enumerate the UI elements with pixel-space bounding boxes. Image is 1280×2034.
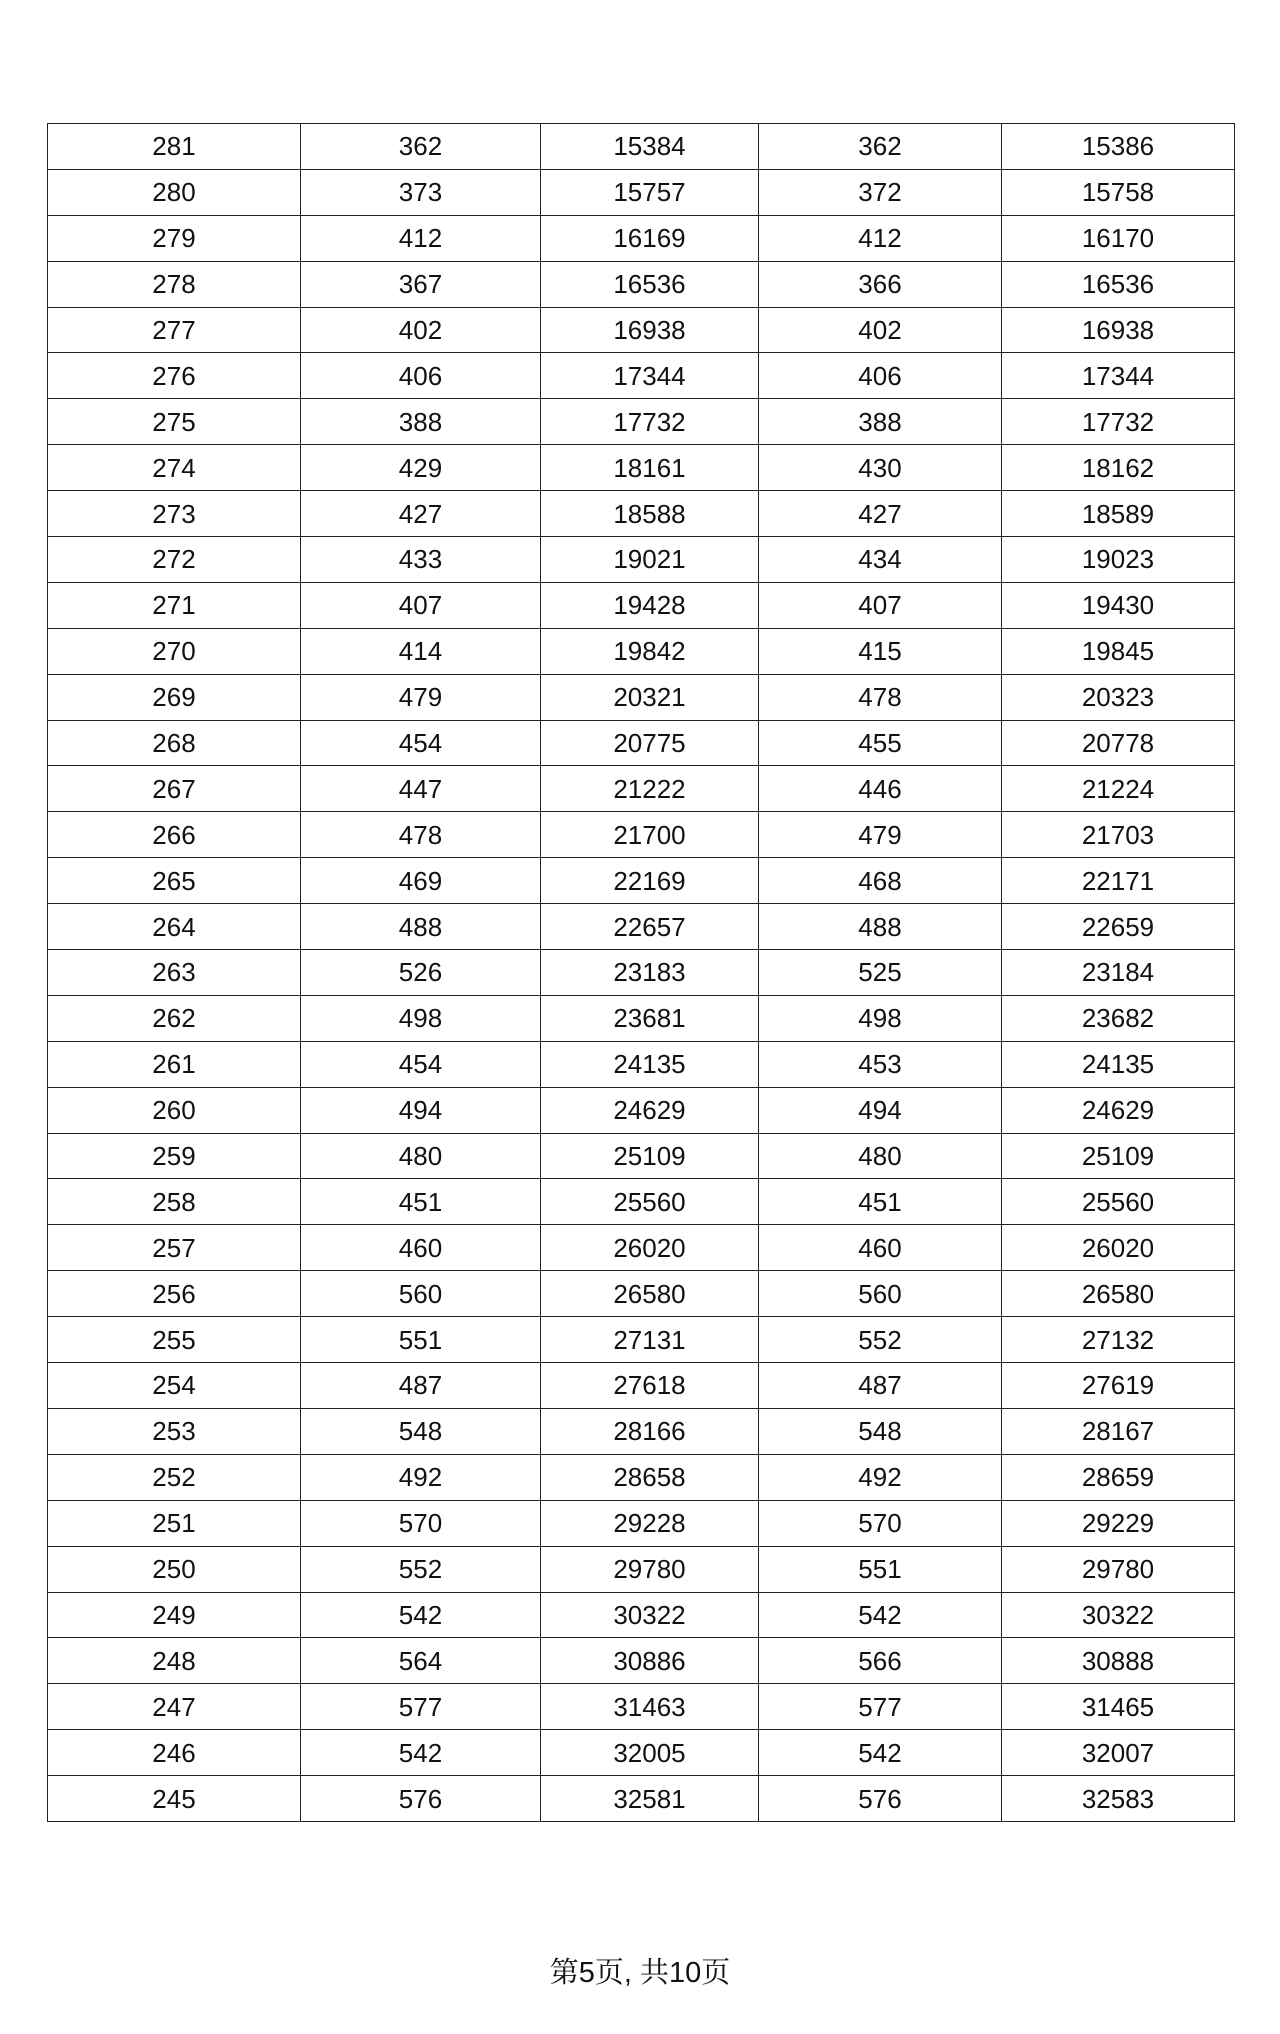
table-cell: 548	[759, 1408, 1002, 1454]
table-cell: 280	[48, 169, 301, 215]
table-cell: 498	[759, 995, 1002, 1041]
table-cell: 492	[759, 1454, 1002, 1500]
table-cell: 28658	[541, 1454, 759, 1500]
table-row	[48, 720, 1235, 766]
table-cell: 25109	[1002, 1133, 1235, 1179]
table-cell: 258	[48, 1179, 301, 1225]
table-cell: 32581	[541, 1776, 759, 1822]
table-cell: 246	[48, 1730, 301, 1776]
table-cell: 26020	[1002, 1225, 1235, 1271]
table-cell: 24629	[1002, 1087, 1235, 1133]
table-cell: 26580	[541, 1271, 759, 1317]
table-row	[48, 1408, 1235, 1454]
table-cell: 366	[759, 261, 1002, 307]
table-cell: 388	[301, 399, 541, 445]
table-cell: 274	[48, 445, 301, 491]
table-cell: 30888	[1002, 1638, 1235, 1684]
table-cell: 270	[48, 628, 301, 674]
table-cell: 542	[759, 1592, 1002, 1638]
table-cell: 18162	[1002, 445, 1235, 491]
table-cell: 248	[48, 1638, 301, 1684]
page-number: 第5页, 共10页	[549, 1957, 731, 1989]
table-cell: 266	[48, 812, 301, 858]
table-cell: 24135	[1002, 1041, 1235, 1087]
table-row	[48, 1546, 1235, 1592]
table-cell: 19845	[1002, 628, 1235, 674]
table-cell: 577	[759, 1684, 1002, 1730]
table-cell: 19428	[541, 582, 759, 628]
table-cell: 29228	[541, 1500, 759, 1546]
table-cell: 249	[48, 1592, 301, 1638]
table-cell: 525	[759, 950, 1002, 996]
table-row	[48, 1638, 1235, 1684]
table-cell: 24135	[541, 1041, 759, 1087]
table-cell: 29780	[1002, 1546, 1235, 1592]
table-cell: 17732	[1002, 399, 1235, 445]
table-cell: 372	[759, 169, 1002, 215]
table-row	[48, 261, 1235, 307]
table-cell: 487	[759, 1363, 1002, 1409]
table-cell: 22169	[541, 858, 759, 904]
table-cell: 460	[759, 1225, 1002, 1271]
table-cell: 24629	[541, 1087, 759, 1133]
table-cell: 564	[301, 1638, 541, 1684]
table-cell: 570	[301, 1500, 541, 1546]
table-cell: 22657	[541, 904, 759, 950]
table-cell: 262	[48, 995, 301, 1041]
table-cell: 468	[759, 858, 1002, 904]
table-cell: 460	[301, 1225, 541, 1271]
table-cell: 21222	[541, 766, 759, 812]
table-cell: 548	[301, 1408, 541, 1454]
table-cell: 31463	[541, 1684, 759, 1730]
table-cell: 451	[301, 1179, 541, 1225]
table-cell: 19021	[541, 537, 759, 583]
table-cell: 265	[48, 858, 301, 904]
table-cell: 261	[48, 1041, 301, 1087]
table-row	[48, 1592, 1235, 1638]
table-cell: 277	[48, 307, 301, 353]
table-cell: 269	[48, 674, 301, 720]
table-cell: 26020	[541, 1225, 759, 1271]
table-cell: 254	[48, 1363, 301, 1409]
table-cell: 551	[301, 1317, 541, 1363]
table-cell: 30322	[1002, 1592, 1235, 1638]
table-cell: 30886	[541, 1638, 759, 1684]
table-cell: 27619	[1002, 1363, 1235, 1409]
table-cell: 479	[759, 812, 1002, 858]
table-row	[48, 1363, 1235, 1409]
score-table-body	[48, 124, 1235, 1822]
table-row	[48, 1454, 1235, 1500]
table-cell: 17344	[541, 353, 759, 399]
table-row	[48, 1776, 1235, 1822]
table-cell: 494	[301, 1087, 541, 1133]
table-cell: 454	[301, 720, 541, 766]
table-cell: 469	[301, 858, 541, 904]
table-cell: 16169	[541, 215, 759, 261]
table-row	[48, 445, 1235, 491]
table-cell: 276	[48, 353, 301, 399]
table-cell: 31465	[1002, 1684, 1235, 1730]
table-row	[48, 1500, 1235, 1546]
table-cell: 22171	[1002, 858, 1235, 904]
table-cell: 23682	[1002, 995, 1235, 1041]
table-row	[48, 628, 1235, 674]
table-row	[48, 399, 1235, 445]
table-cell: 488	[301, 904, 541, 950]
table-cell: 451	[759, 1179, 1002, 1225]
table-cell: 577	[301, 1684, 541, 1730]
table-cell: 27618	[541, 1363, 759, 1409]
table-cell: 488	[759, 904, 1002, 950]
score-table	[47, 123, 1235, 1822]
table-cell: 16536	[1002, 261, 1235, 307]
table-row	[48, 904, 1235, 950]
table-row	[48, 169, 1235, 215]
table-cell: 18161	[541, 445, 759, 491]
table-row	[48, 1087, 1235, 1133]
table-cell: 453	[759, 1041, 1002, 1087]
table-cell: 275	[48, 399, 301, 445]
table-cell: 526	[301, 950, 541, 996]
table-cell: 447	[301, 766, 541, 812]
table-cell: 17732	[541, 399, 759, 445]
table-row	[48, 674, 1235, 720]
table-cell: 28659	[1002, 1454, 1235, 1500]
table-cell: 273	[48, 491, 301, 537]
table-cell: 560	[759, 1271, 1002, 1317]
table-cell: 552	[301, 1546, 541, 1592]
table-row	[48, 215, 1235, 261]
table-cell: 478	[301, 812, 541, 858]
table-cell: 542	[759, 1730, 1002, 1776]
table-cell: 21224	[1002, 766, 1235, 812]
table-cell: 402	[759, 307, 1002, 353]
table-cell: 28167	[1002, 1408, 1235, 1454]
table-cell: 560	[301, 1271, 541, 1317]
table-cell: 32005	[541, 1730, 759, 1776]
table-cell: 25560	[541, 1179, 759, 1225]
table-cell: 429	[301, 445, 541, 491]
table-cell: 16170	[1002, 215, 1235, 261]
table-cell: 454	[301, 1041, 541, 1087]
table-cell: 388	[759, 399, 1002, 445]
table-cell: 25560	[1002, 1179, 1235, 1225]
table-cell: 367	[301, 261, 541, 307]
table-cell: 15384	[541, 124, 759, 170]
table-cell: 412	[759, 215, 1002, 261]
table-cell: 433	[301, 537, 541, 583]
table-cell: 362	[759, 124, 1002, 170]
table-cell: 446	[759, 766, 1002, 812]
table-row	[48, 1684, 1235, 1730]
table-row	[48, 537, 1235, 583]
table-cell: 566	[759, 1638, 1002, 1684]
table-cell: 406	[301, 353, 541, 399]
table-cell: 362	[301, 124, 541, 170]
table-cell: 402	[301, 307, 541, 353]
table-row	[48, 582, 1235, 628]
table-cell: 19023	[1002, 537, 1235, 583]
table-cell: 252	[48, 1454, 301, 1500]
table-cell: 20321	[541, 674, 759, 720]
table-cell: 260	[48, 1087, 301, 1133]
table-cell: 20775	[541, 720, 759, 766]
table-cell: 257	[48, 1225, 301, 1271]
table-cell: 271	[48, 582, 301, 628]
table-row	[48, 1271, 1235, 1317]
table-cell: 455	[759, 720, 1002, 766]
table-row	[48, 307, 1235, 353]
table-cell: 498	[301, 995, 541, 1041]
table-cell: 263	[48, 950, 301, 996]
table-cell: 29229	[1002, 1500, 1235, 1546]
table-cell: 245	[48, 1776, 301, 1822]
table-cell: 25109	[541, 1133, 759, 1179]
table-row	[48, 995, 1235, 1041]
table-cell: 480	[301, 1133, 541, 1179]
table-cell: 279	[48, 215, 301, 261]
table-cell: 414	[301, 628, 541, 674]
table-cell: 18588	[541, 491, 759, 537]
table-cell: 20778	[1002, 720, 1235, 766]
table-cell: 27132	[1002, 1317, 1235, 1363]
table-cell: 415	[759, 628, 1002, 674]
table-cell: 15386	[1002, 124, 1235, 170]
table-cell: 552	[759, 1317, 1002, 1363]
table-cell: 494	[759, 1087, 1002, 1133]
table-row	[48, 1133, 1235, 1179]
table-row	[48, 950, 1235, 996]
table-cell: 250	[48, 1546, 301, 1592]
table-cell: 253	[48, 1408, 301, 1454]
table-row	[48, 1179, 1235, 1225]
table-cell: 479	[301, 674, 541, 720]
table-cell: 32007	[1002, 1730, 1235, 1776]
table-cell: 412	[301, 215, 541, 261]
table-row	[48, 1041, 1235, 1087]
table-cell: 264	[48, 904, 301, 950]
table-row	[48, 124, 1235, 170]
table-cell: 427	[301, 491, 541, 537]
table-cell: 430	[759, 445, 1002, 491]
table-cell: 15758	[1002, 169, 1235, 215]
table-cell: 373	[301, 169, 541, 215]
table-cell: 278	[48, 261, 301, 307]
table-cell: 16938	[1002, 307, 1235, 353]
table-cell: 576	[759, 1776, 1002, 1822]
table-row	[48, 766, 1235, 812]
table-row	[48, 1730, 1235, 1776]
table-cell: 23183	[541, 950, 759, 996]
table-cell: 570	[759, 1500, 1002, 1546]
table-cell: 15757	[541, 169, 759, 215]
table-cell: 251	[48, 1500, 301, 1546]
table-cell: 407	[759, 582, 1002, 628]
table-cell: 26580	[1002, 1271, 1235, 1317]
table-cell: 18589	[1002, 491, 1235, 537]
table-cell: 23184	[1002, 950, 1235, 996]
table-cell: 29780	[541, 1546, 759, 1592]
table-cell: 272	[48, 537, 301, 583]
table-cell: 492	[301, 1454, 541, 1500]
table-row	[48, 812, 1235, 858]
table-cell: 17344	[1002, 353, 1235, 399]
table-cell: 480	[759, 1133, 1002, 1179]
table-cell: 19430	[1002, 582, 1235, 628]
table-cell: 255	[48, 1317, 301, 1363]
table-cell: 19842	[541, 628, 759, 674]
table-cell: 551	[759, 1546, 1002, 1592]
table-cell: 281	[48, 124, 301, 170]
table-cell: 267	[48, 766, 301, 812]
table-cell: 576	[301, 1776, 541, 1822]
table-row	[48, 1225, 1235, 1271]
table-cell: 20323	[1002, 674, 1235, 720]
table-cell: 542	[301, 1592, 541, 1638]
table-cell: 22659	[1002, 904, 1235, 950]
table-cell: 406	[759, 353, 1002, 399]
table-cell: 259	[48, 1133, 301, 1179]
table-cell: 32583	[1002, 1776, 1235, 1822]
table-cell: 16938	[541, 307, 759, 353]
table-cell: 434	[759, 537, 1002, 583]
table-row	[48, 491, 1235, 537]
table-cell: 30322	[541, 1592, 759, 1638]
table-cell: 407	[301, 582, 541, 628]
table-row	[48, 1317, 1235, 1363]
table-cell: 478	[759, 674, 1002, 720]
table-cell: 427	[759, 491, 1002, 537]
table-cell: 28166	[541, 1408, 759, 1454]
table-row	[48, 353, 1235, 399]
table-cell: 256	[48, 1271, 301, 1317]
table-row	[48, 858, 1235, 904]
table-cell: 247	[48, 1684, 301, 1730]
table-cell: 542	[301, 1730, 541, 1776]
table-cell: 27131	[541, 1317, 759, 1363]
table-cell: 21700	[541, 812, 759, 858]
table-cell: 21703	[1002, 812, 1235, 858]
table-cell: 268	[48, 720, 301, 766]
table-cell: 487	[301, 1363, 541, 1409]
table-cell: 23681	[541, 995, 759, 1041]
table-cell: 16536	[541, 261, 759, 307]
